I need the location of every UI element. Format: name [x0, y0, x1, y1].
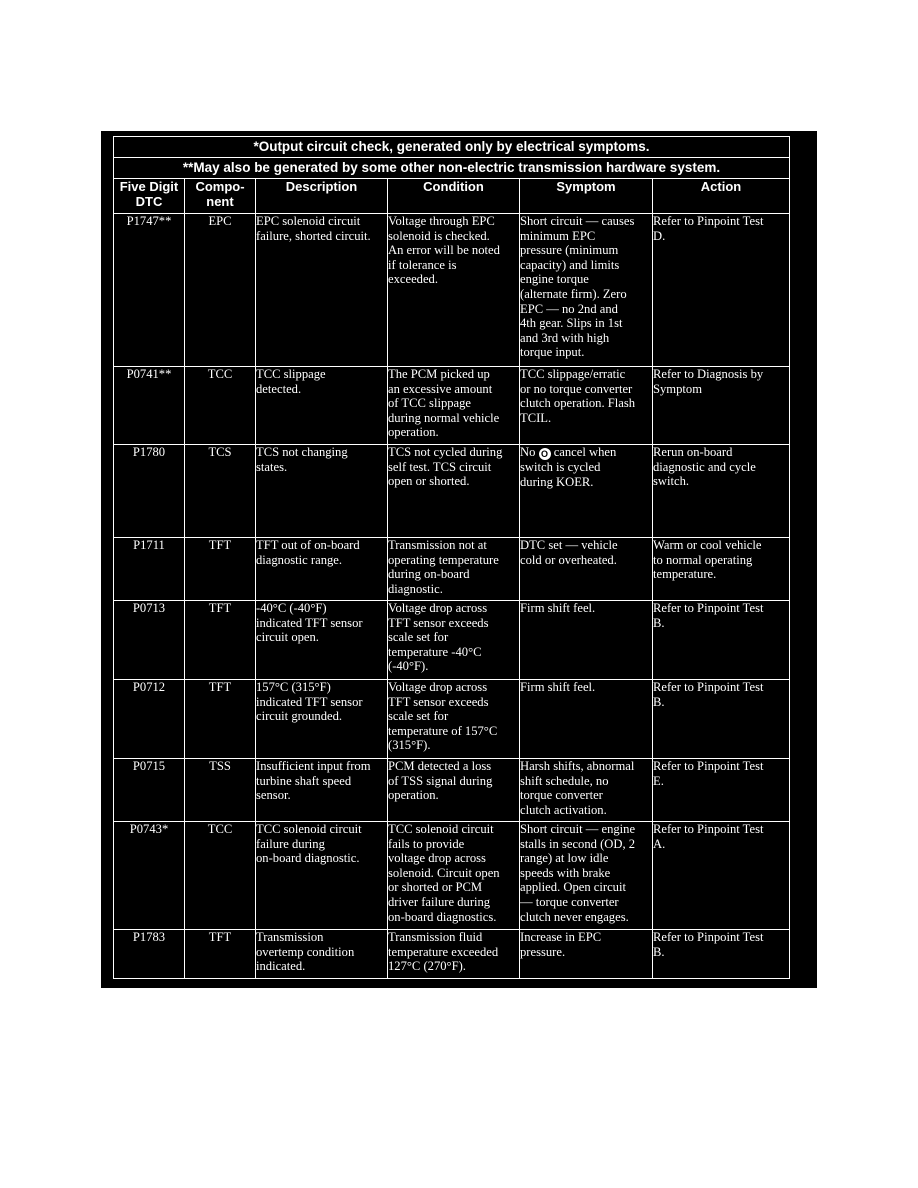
header-component: Compo- nent [185, 179, 256, 214]
condition: Voltage drop across TFT sensor exceeds scale set for temperature -40°C (-40°F). [388, 601, 520, 680]
action: Refer to Pinpoint Test D. [653, 214, 790, 367]
header-action: Action [653, 179, 790, 214]
dtc-code: P1783 [114, 930, 185, 979]
other-system-banner-row [114, 158, 790, 179]
table-row [114, 538, 790, 601]
table-row [114, 445, 790, 538]
header-dtc: Five Digit DTC [114, 179, 185, 214]
action: Refer to Pinpoint Test A. [653, 822, 790, 930]
component: TFT [185, 601, 256, 680]
table-row [114, 822, 790, 930]
description: TCC solenoid circuit failure during on-board diagnostic. [256, 822, 388, 930]
symptom-text-post: cancel when switch is cycled during KOER. [520, 445, 617, 489]
output-check-banner-row [114, 137, 790, 158]
action: Refer to Pinpoint Test E. [653, 759, 790, 822]
description: EPC solenoid circuit failure, shorted circuit. [256, 214, 388, 367]
overdrive-cancel-icon: O [539, 448, 551, 460]
action: Rerun on-board diagnostic and cycle switch. [653, 445, 790, 538]
symptom-text-pre: No [520, 445, 539, 459]
action: Refer to Diagnosis by Symptom [653, 367, 790, 445]
description: -40°C (-40°F) indicated TFT sensor circuit open. [256, 601, 388, 680]
description: TCS not changing states. [256, 445, 388, 538]
action: Refer to Pinpoint Test B. [653, 601, 790, 680]
condition: The PCM picked up an excessive amount of TCC slippage during normal vehicle operation. [388, 367, 520, 445]
condition: Voltage drop across TFT sensor exceeds scale set for temperature of 157°C (315°F). [388, 680, 520, 759]
dtc-code: P0743* [114, 822, 185, 930]
component: TSS [185, 759, 256, 822]
table-row [114, 680, 790, 759]
description: TFT out of on-board diagnostic range. [256, 538, 388, 601]
action: Refer to Pinpoint Test B. [653, 680, 790, 759]
symptom: Harsh shifts, abnormal shift schedule, no torque converter clutch activation. [520, 759, 653, 822]
symptom: Firm shift feel. [520, 680, 653, 759]
action: Warm or cool vehicle to normal operating temperature. [653, 538, 790, 601]
component: TFT [185, 680, 256, 759]
symptom: TCC slippage/erratic or no torque converter clutch operation. Flash TCIL. [520, 367, 653, 445]
table-row [114, 214, 790, 367]
symptom: DTC set — vehicle cold or overheated. [520, 538, 653, 601]
description: TCC slippage detected. [256, 367, 388, 445]
component: TCC [185, 822, 256, 930]
dtc-table [113, 136, 790, 979]
action: Refer to Pinpoint Test B. [653, 930, 790, 979]
header-symptom: Symptom [520, 179, 653, 214]
table-row [114, 601, 790, 680]
symptom: Firm shift feel. [520, 601, 653, 680]
header-condition: Condition [388, 179, 520, 214]
condition: Voltage through EPC solenoid is checked. An error will be noted if tolerance is exceeded. [388, 214, 520, 367]
condition: TCC solenoid circuit fails to provide voltage drop across solenoid. Circuit open or shorted or PCM driver failure during on-board diagnostics. [388, 822, 520, 930]
dtc-code: P0712 [114, 680, 185, 759]
symptom [520, 445, 653, 538]
condition: Transmission not at operating temperature during on-board diagnostic. [388, 538, 520, 601]
condition: TCS not cycled during self test. TCS circuit open or shorted. [388, 445, 520, 538]
symptom: Increase in EPC pressure. [520, 930, 653, 979]
dtc-code: P0713 [114, 601, 185, 680]
symptom: Short circuit — engine stalls in second (OD, 2 range) at low idle speeds with brake applied. Open circuit — torque converter clutch never engages. [520, 822, 653, 930]
dtc-chart-page [101, 131, 817, 988]
column-header-row [114, 179, 790, 214]
component: EPC [185, 214, 256, 367]
header-description: Description [256, 179, 388, 214]
output-check-note: *Output circuit check, generated only by electrical symptoms. [114, 137, 790, 158]
dtc-code: P1747** [114, 214, 185, 367]
dtc-code: P1711 [114, 538, 185, 601]
dtc-code: P0715 [114, 759, 185, 822]
table-row [114, 759, 790, 822]
other-system-note: **May also be generated by some other non-electric transmission hardware system. [114, 158, 790, 179]
dtc-code: P1780 [114, 445, 185, 538]
description: 157°C (315°F) indicated TFT sensor circuit grounded. [256, 680, 388, 759]
condition: Transmission fluid temperature exceeded 127°C (270°F). [388, 930, 520, 979]
description: Transmission overtemp condition indicated. [256, 930, 388, 979]
table-row [114, 930, 790, 979]
dtc-code: P0741** [114, 367, 185, 445]
component: TCS [185, 445, 256, 538]
symptom: Short circuit — causes minimum EPC pressure (minimum capacity) and limits engine torque (alternate firm). Zero EPC — no 2nd and 4th gear. Slips in 1st and 3rd with high torque input. [520, 214, 653, 367]
component: TFT [185, 538, 256, 601]
condition: PCM detected a loss of TSS signal during operation. [388, 759, 520, 822]
component: TCC [185, 367, 256, 445]
table-row [114, 367, 790, 445]
description: Insufficient input from turbine shaft speed sensor. [256, 759, 388, 822]
component: TFT [185, 930, 256, 979]
